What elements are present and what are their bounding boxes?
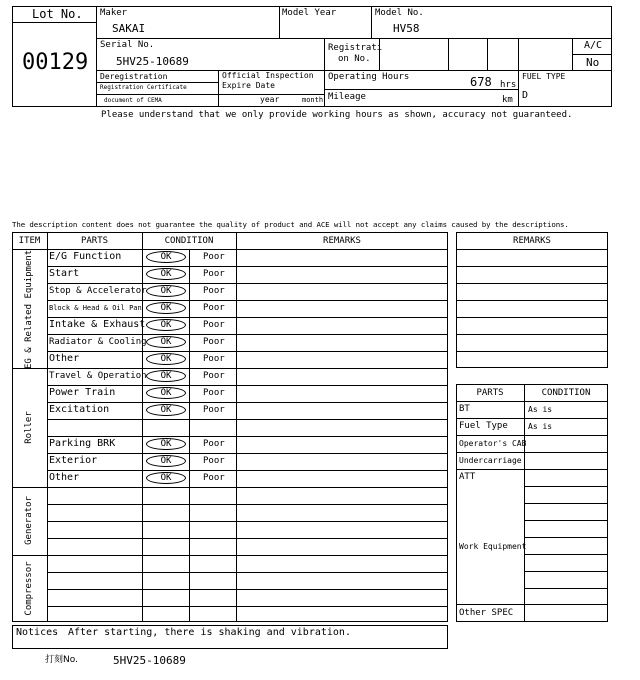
lot-label: Lot No.: [32, 7, 83, 21]
ok-mark: OK: [146, 251, 186, 263]
registration-label: Registrati: [328, 43, 383, 53]
mileage-label: Mileage: [328, 92, 366, 102]
right-remarks-header: REMARKS: [513, 236, 551, 246]
ok-mark: OK: [146, 370, 186, 382]
bt-value: As is: [528, 405, 553, 414]
right-condition-header: CONDITION: [541, 388, 591, 398]
maker-value: SAKAI: [112, 22, 146, 35]
year-label: year: [260, 95, 280, 104]
att-label: ATT: [459, 472, 476, 482]
work-equipment-label: Work Equipment: [459, 542, 527, 551]
lot-number: 00129: [22, 50, 89, 75]
model-year-label: Model Year: [282, 8, 337, 18]
part-radiator-cooling: Radiator & Cooling: [49, 337, 147, 347]
hours-notice: Please understand that we only provide working hours as shown, accuracy not guaranteed.: [101, 110, 573, 120]
undercarriage-label: Undercarriage: [459, 456, 522, 465]
ok-mark: OK: [146, 438, 186, 450]
section-label-eg: EG & Related Equipment: [24, 249, 34, 369]
km-unit: km: [502, 95, 513, 105]
right-parts-header: PARTS: [476, 388, 504, 398]
part-eg-other: Other: [49, 353, 80, 364]
hrs-unit: hrs: [500, 80, 517, 90]
operating-hours-value: 678: [470, 75, 492, 89]
month-label: month: [302, 96, 324, 104]
fuel-type-row-value: As is: [528, 422, 553, 431]
deregistration-label: Deregistration: [100, 72, 168, 81]
part-power-train: Power Train: [49, 387, 116, 398]
other-spec-label: Other SPEC: [459, 608, 514, 618]
poor-label: Poor: [203, 388, 225, 398]
fuel-type-value: D: [522, 90, 529, 101]
ok-mark: OK: [146, 319, 186, 331]
ok-mark: OK: [146, 455, 186, 467]
part-stop-accelerator: Stop & Accelerator: [49, 286, 147, 296]
col-item-header: ITEM: [18, 236, 41, 246]
ok-mark: OK: [146, 336, 186, 348]
part-intake-exhaust: Intake & Exhaust: [49, 319, 146, 330]
section-label-roller: Roller: [24, 411, 34, 444]
ok-mark: OK: [146, 472, 186, 484]
poor-label: Poor: [203, 320, 225, 330]
part-parking-brk: Parking BRK: [49, 438, 116, 449]
stamp-value: 5HV25-10689: [113, 654, 186, 667]
inspection-label-2: Expire Date: [222, 81, 275, 90]
part-exterior: Exterior: [49, 455, 98, 466]
poor-label: Poor: [203, 456, 225, 466]
notices-text: After starting, there is shaking and vibration.: [68, 627, 351, 638]
notices-label: Notices: [16, 627, 59, 638]
poor-label: Poor: [203, 269, 225, 279]
poor-label: Poor: [203, 473, 225, 483]
stamp-label: 打刻No.: [45, 655, 78, 665]
poor-label: Poor: [203, 252, 225, 262]
model-no-label: Model No.: [375, 8, 424, 18]
section-label-compressor: Compressor: [24, 561, 34, 616]
poor-label: Poor: [203, 337, 225, 347]
fuel-type-row-label: Fuel Type: [459, 421, 508, 431]
bt-label: BT: [459, 404, 470, 414]
col-parts-header: PARTS: [80, 236, 109, 246]
part-block-head-oil-pan: Block & Head & Oil Pan: [49, 304, 142, 312]
ok-mark: OK: [146, 387, 186, 399]
poor-label: Poor: [203, 286, 225, 296]
serial-label: Serial No.: [100, 40, 155, 50]
ac-label: A/C: [584, 40, 603, 51]
ok-mark: OK: [146, 285, 186, 297]
ok-mark: OK: [146, 404, 186, 416]
serial-value: 5HV25-10689: [116, 55, 189, 68]
fuel-type-label: FUEL TYPE: [522, 72, 566, 81]
poor-label: Poor: [203, 354, 225, 364]
part-start: Start: [49, 268, 80, 279]
maker-label: Maker: [100, 8, 128, 18]
section-label-generator: Generator: [24, 496, 34, 545]
registration-certificate: Registration Certificate: [100, 84, 187, 91]
inspection-label: Official Inspection: [222, 71, 314, 80]
registration-label-2: on No.: [338, 54, 371, 64]
part-eg-function: E/G Function: [49, 251, 122, 262]
model-no-value: HV58: [393, 22, 420, 35]
ok-mark: OK: [146, 302, 186, 314]
poor-label: Poor: [203, 405, 225, 415]
poor-label: Poor: [203, 303, 225, 313]
col-condition-header: CONDITION: [164, 236, 214, 246]
ac-value: No: [586, 56, 600, 69]
cema-document: document of CEMA: [104, 97, 162, 104]
ok-mark: OK: [146, 353, 186, 365]
part-travel-operation: Travel & Operation: [49, 371, 147, 381]
part-excitation: Excitation: [49, 404, 110, 415]
ok-mark: OK: [146, 268, 186, 280]
operators-cab-label: Operator's CAB: [459, 439, 527, 448]
poor-label: Poor: [203, 439, 225, 449]
operating-hours-label: Operating Hours: [328, 72, 410, 82]
poor-label: Poor: [203, 371, 225, 381]
col-remarks-header: REMARKS: [323, 236, 361, 246]
part-roller-other: Other: [49, 472, 80, 483]
disclaimer-text: The description content does not guarantee the quality of product and ACE will not accept any claims caused by the descriptions.: [12, 220, 569, 229]
